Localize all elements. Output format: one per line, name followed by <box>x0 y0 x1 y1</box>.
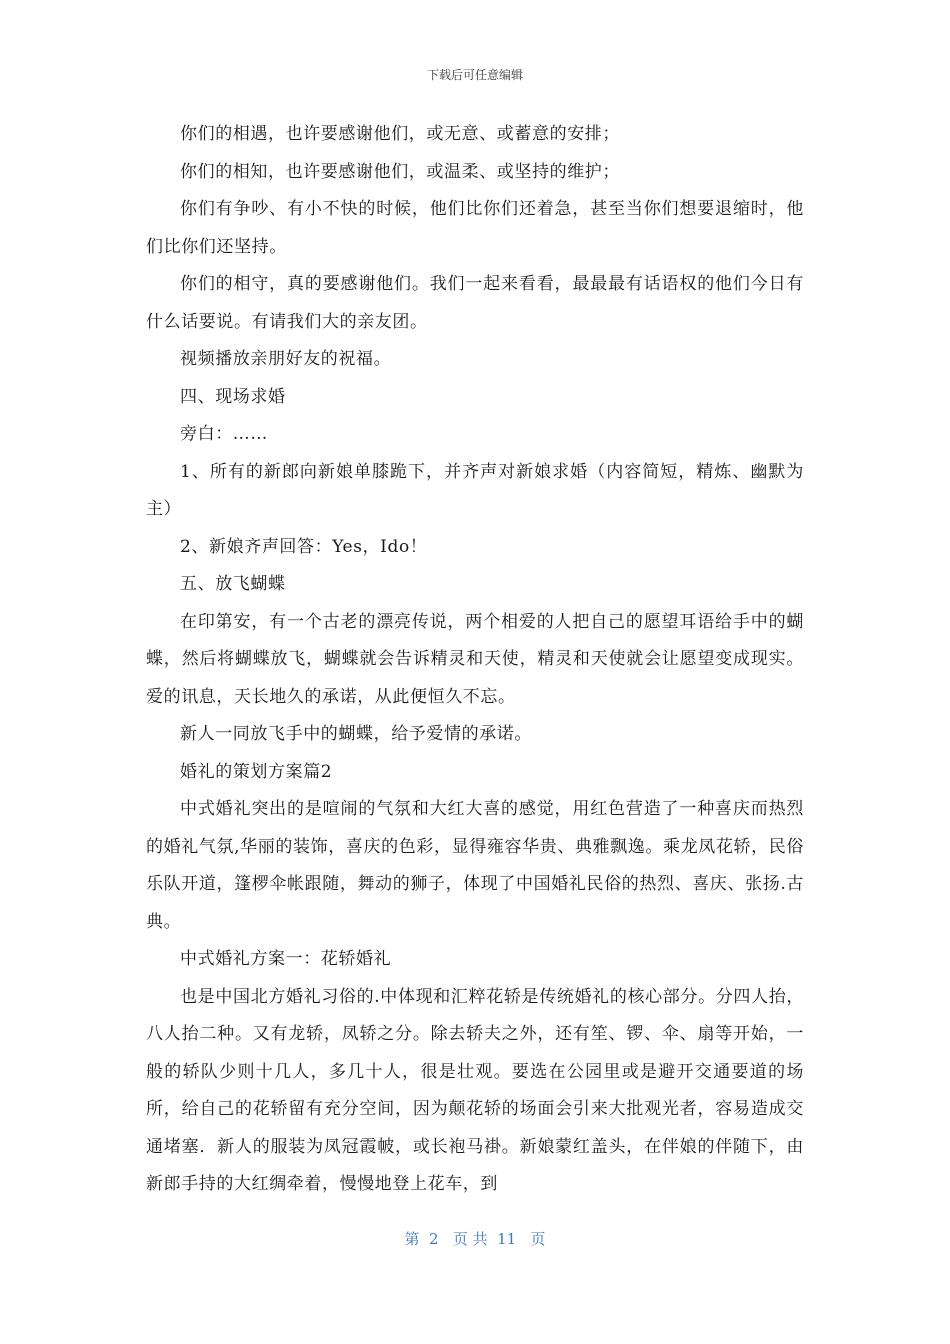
paragraph: 视频播放亲朋好友的祝福。 <box>180 349 392 369</box>
section-heading: 四、现场求婚 <box>180 386 286 407</box>
section-heading: 五、放飞蝴蝶 <box>180 574 286 594</box>
paragraph: 新人一同放飞手中的蝴蝶，给予爱情的承诺。 <box>180 724 532 744</box>
page-footer: 第 2 页 共 11 页 <box>404 1230 546 1248</box>
paragraph: 中式婚礼突出的是喧闹的气氛和大红大喜的感觉，用红色营造了一种喜庆而热烈的婚礼气氛,华丽的装饰，喜庆的色彩，显得雍容华贵、典雅飘逸。乘龙凤花轿，民俗乐队开道，篷椤伞帐跟随，舞动的狮子，体现了中国婚礼民俗的热烈、喜庆、张扬.古典。 <box>146 799 804 932</box>
paragraph: 你们有争吵、有小不快的时候，他们比你们还着急，甚至当你们想要退缩时，他们比你们还坚持。 <box>146 199 804 257</box>
paragraph: 也是中国北方婚礼习俗的.中体现和汇粹花轿是传统婚礼的核心部分。分四人抬，八人抬二种。又有龙轿，凤轿之分。除去轿夫之外，还有笙、锣、伞、扇等开始，一般的轿队少则十几人，多几十人，很是壮观。要选在公园里或是避开交通要道的场所，给自己的花轿留有充分空间，因为颠花轿的场面会引来大批观光者，容易造成交通堵塞．新人的服装为凤冠霞帔，或长袍马褂。新娘蒙红盖头，在伴娘的伴随下，由新郎手持的大红绸牵着，慢慢地登上花车，到 <box>146 986 804 1194</box>
paragraph: 旁白：…… <box>180 424 268 444</box>
list-item: 2、新娘齐声回答：Yes，Ido！ <box>180 536 428 557</box>
list-item: 1、所有的新郎向新娘单膝跪下，并齐声对新娘求婚（内容简短，精炼、幽默为主） <box>146 461 804 519</box>
section-heading: 中式婚礼方案一：花轿婚礼 <box>180 949 392 969</box>
paragraph: 你们的相遇，也许要感谢他们，或无意、或蓄意的安排； <box>180 124 620 144</box>
page-header: 下载后可任意编辑 <box>426 68 523 82</box>
paragraph: 你们的相知，也许要感谢他们，或温柔、或坚持的维护； <box>180 161 620 182</box>
paragraph: 在印第安，有一个古老的漂亮传说，两个相爱的人把自己的愿望耳语给手中的蝴蝶，然后将蝴蝶放飞，蝴蝶就会告诉精灵和天使，精灵和天使就会让愿望变成现实。爱的讯息，天长地久的承诺，从此便恒久不忘。 <box>146 611 804 707</box>
document-body <box>146 116 804 1204</box>
section-heading: 婚礼的策划方案篇2 <box>180 761 333 782</box>
paragraph: 你们的相守，真的要感谢他们。我们一起来看看，最最最有话语权的他们今日有什么话要说。有请我们大的亲友团。 <box>146 274 804 332</box>
